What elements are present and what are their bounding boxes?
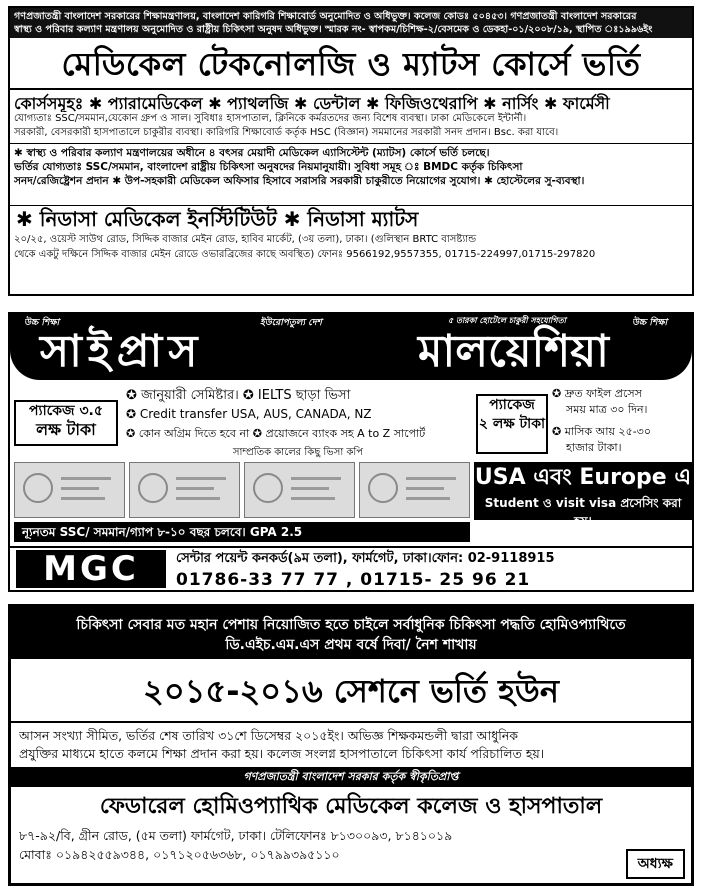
- visa-copy-image: [129, 462, 240, 518]
- cyprus-benefits: [126, 386, 470, 462]
- intro-line-1: চিকিৎসা সেবার মত মহান পেশায় নিয়োজিত হতে চাইলে সর্বাধুনিক চিকিৎসা পদ্ধতি হোমিওপ্যাথিতে: [76, 617, 626, 633]
- homeopathic-college-ad: [8, 604, 694, 886]
- mats-line-3: সনদ/রেজিষ্ট্রেশন প্রদান ✱ উপ-সহকারী মেডিকেল অফিসার হিসাবে সরাসরি সরকারী চাকুরীতে নিয়োগের সুযোগ। ✱ হোস্টেলের সু-ব্যবস্থা।: [14, 175, 585, 187]
- usa-europe-box: [474, 462, 692, 528]
- visa-copy-image: [244, 462, 355, 518]
- college-mobile-numbers: মোবাঃ ০১৯৪২৫৫৯৩৪৪, ০১৭১২০৫৬৩৬৮, ০১৭৯৯৩৯৫১১০: [19, 847, 340, 862]
- mats-line-2: ভর্তির যোগ্যতাঃ SSC/সমমান, বাংলাদেশ রাষ্ট্রীয় চিকিৎসা অনুষদের নিয়মানুযায়ী। সুবিধা সমূহ ঃ BMDC কর্তৃক চিকিৎসা: [14, 161, 523, 173]
- malaysia-title: মালয়েশিয়া: [418, 326, 609, 377]
- medical-technology-ad: [8, 6, 694, 296]
- details-line-2: প্রযুক্তির মাধ্যমে হাতে কলমে শিক্ষা প্রদান করা হয়। কলেজ সংলগ্ন হাসপাতালে চিকিৎসা কার্য পরিচালিত হয়।: [19, 746, 545, 761]
- intro-line-2: ডি.এইচ.এম.এস প্রথম বর্ষে দিবা/ নৈশ শাখায়: [225, 637, 477, 653]
- eligibility-block: [10, 112, 692, 144]
- benefit-monthly-income-amount: হাজার টাকা।: [566, 441, 622, 454]
- usa-europe-title: USA এবং Europe এ: [474, 465, 692, 490]
- approval-header: [10, 8, 692, 38]
- eligibility-line-1: যোগ্যতাঃ SSC/সমমান,যেকোন গ্রুপ ও সাল। সুবিধাঃ হাসপাতাল, ক্লিনিকে কর্মরতদের জন্য বিশেষ ব্যবস্থা। ঢাকা মেডিকেলে ইন্টার্নী।: [14, 113, 527, 124]
- cyprus-package-title: প্যাকেজ ৩.৫: [29, 403, 103, 419]
- benefit-credit-transfer: ✪ Credit transfer USA, AUS, CANADA, NZ: [126, 407, 372, 421]
- admission-details: [11, 723, 691, 767]
- institute-address: [10, 232, 692, 262]
- hotel-job-tag: ৫ তারকা হোটেলে চাকুরী সহযোগিতা: [448, 316, 566, 325]
- intro-banner: [11, 607, 691, 659]
- malaysia-benefits: [552, 386, 692, 456]
- institute-name: ✱ নিডাসা মেডিকেল ইনস্টিটিউট ✱ নিডাসা ম্যাটস: [16, 207, 419, 231]
- higher-education-tag-right: উচ্চ শিক্ষা: [632, 318, 668, 328]
- cyprus-package-box: [14, 400, 118, 446]
- visa-copy-caption: সাম্প্রতিক কালের কিছু ভিসা কপি: [232, 447, 364, 458]
- malaysia-package-title: প্যাকেজ: [489, 397, 535, 413]
- mats-block: [10, 144, 692, 206]
- benefit-no-advance: ✪ কোন অগ্রিম দিতে হবে না ✪ প্রয়োজনে ব্যাংক সহ A to Z সাপোর্ট: [126, 427, 426, 440]
- benefit-monthly-income: ✪ মাসিক আয় ২৫-৩০: [552, 425, 651, 438]
- mgc-logo: MGC: [16, 550, 166, 588]
- approval-line-1: গণপ্রজাতন্ত্রী বাংলাদেশ সরকারের শিক্ষামন্ত্রণালয়, বাংলাদেশ কারিগরি শিক্ষাবোর্ড অনুমোদিত ও অধিভুক্ত। কলেজ কোডঃ ৫০৪৫৩। গণপ্রজাতন্ত্রী বাংলাদেশ সরকারের: [14, 11, 637, 22]
- higher-education-tag-left: উচ্চ শিক্ষা: [24, 318, 60, 328]
- cyprus-package-price: লক্ষ টাকা: [36, 420, 96, 439]
- visa-copy-image: [14, 462, 125, 518]
- mgc-contact-row: [10, 546, 692, 590]
- government-recognition-bar: গণপ্রজাতন্ত্রী বাংলাদেশ সরকার কর্তৃক স্বীকৃতিপ্রাপ্ত: [11, 767, 691, 787]
- address-line-1: ২০/২৫, ওয়েস্ট সাউথ রোড, সিদ্দিক বাজার মেইন রোড, হাবিব মার্কেট, (৩য় তলা), ঢাকা। (গুলিস্থান BRTC বাসষ্ট্যান্ড: [14, 234, 477, 245]
- cyprus-title: সাইপ্রাস: [40, 326, 204, 377]
- study-abroad-ad: [8, 312, 694, 592]
- college-name: ফেডারেল হোমিওপ্যাথিক মেডিকেল কলেজ ও হাসপাতাল: [99, 794, 603, 819]
- visa-copy-image: [359, 462, 470, 518]
- session-headline: ২০১৫-২০১৬ সেশনে ভর্তি হউন: [11, 659, 691, 723]
- minimum-requirement-bar: ন্যূনতম SSC/ সমমান/গ্যাপ ৮-১০ বছর চলবে। GPA 2.5: [14, 522, 470, 542]
- address-line-2: থেকে একটু দক্ষিনে সিদ্দিক বাজার মেইন রোডে ওভারব্রিজের কাছে অবস্থিত) ফোনঃ 9566192,9557355, 01715-224997,01715-297820: [14, 249, 596, 260]
- mgc-phone-numbers: 01786-33 77 77 , 01715- 25 96 21: [176, 570, 531, 590]
- mats-line-1: ✱ স্বাস্থ্য ও পরিবার কল্যাণ মন্ত্রণালয়ের অধীনে ৪ বৎসর মেয়াদী মেডিকেল এ্যাসিস্টেন্ট (ম্যাটস) কোর্সে ভর্তি চলছে।: [14, 147, 490, 159]
- malaysia-package-price: ২ লক্ষ টাকা: [478, 416, 546, 432]
- benefit-fast-process-time: সময় মাত্র ৩০ দিন।: [566, 403, 648, 416]
- offer-section: [10, 380, 692, 528]
- details-line-1: আসন সংখ্যা সীমিত, ভর্তির শেষ তারিখ ৩১শে ডিসেম্বর ২০১৫ইং। অভিজ্ঞ শিক্ষকমন্ডলী দ্বারা আধুনিক: [19, 728, 519, 743]
- country-banner: [10, 314, 692, 380]
- benefit-fast-process: ✪ দ্রুত ফাইল প্রসেস: [552, 387, 642, 400]
- college-address: ৮৭-৯২/বি, গ্রীন রোড, (৫ম তলা) ফার্মগেট, ঢাকা। টেলিফোনঃ ৮১৩০০৯৩, ৮১৪১০১৯: [19, 828, 453, 843]
- malaysia-package-box: [476, 394, 548, 454]
- visa-copies-strip: [14, 462, 470, 518]
- principal-label: অধ্যক্ষ: [626, 849, 685, 879]
- mgc-address: সেন্টার পয়েন্ট কনকর্ড(৯ম তলা), ফার্মগেট, ঢাকা।ফোন: 02-9118915: [176, 551, 555, 566]
- approval-line-2: স্বাস্থ্য ও পরিবার কল্যাণ মন্ত্রণালয় অনুমোদিত ও রাষ্ট্রীয় চিকিৎসা অনুষদ অধিভুক্ত। স্মারক নং- স্বাপকম/চিশিক্ষ-২/বেসমেক ও ডেকহা-০১/২০০৮/১৯, স্থাপিত ঃ১৯৯৬ইং: [14, 24, 653, 35]
- admission-headline: মেডিকেল টেকনোলজি ও ম্যাটস কোর্সে ভর্তি: [10, 38, 692, 90]
- student-visit-visa-line: Student ও visit visa প্রসেসিং করা হয়।: [484, 496, 682, 528]
- eligibility-line-2: সরকারী, বেসরকারী হাসপাতালে চাকুরীর ব্যবস্থা। কারিগরি শিক্ষাবোর্ড কর্তৃক HSC (বিজ্ঞান) সমমানের সরকারী সনদ প্রদান। Bsc. করা যাবে।: [14, 127, 559, 138]
- course-list: কোর্সসমূহঃ ✱ প্যারামেডিকেল ✱ প্যাথলজি ✱ ডেন্টাল ✱ ফিজিওথেরাপি ✱ নার্সিং ✱ ফার্মেসী: [14, 94, 610, 112]
- benefit-january-ielts: ✪ জানুয়ারী সেমিষ্টার। ✪ IELTS ছাড়া ভিসা: [126, 388, 351, 403]
- europe-equivalent-tag: ইউরোপতুল্য দেশ: [260, 318, 322, 328]
